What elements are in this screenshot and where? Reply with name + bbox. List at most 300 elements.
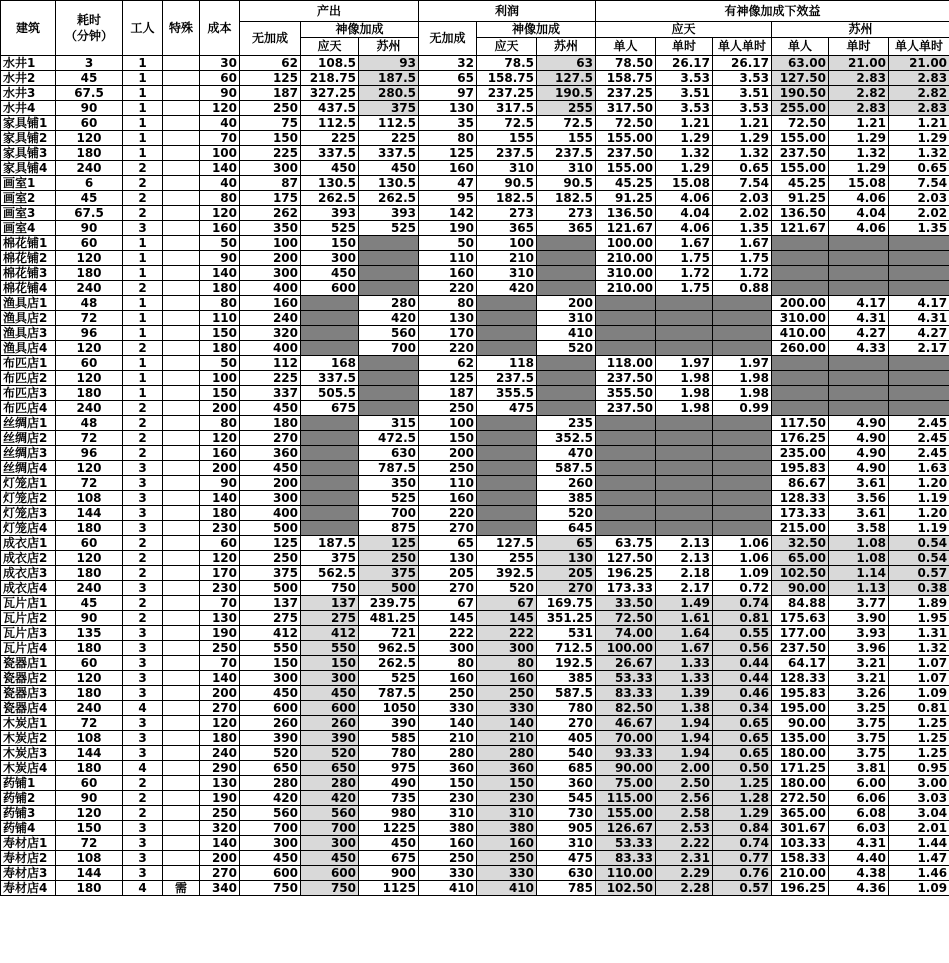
cell-building: 灯笼店4 xyxy=(1,521,56,536)
cell-output-yingtian: 260 xyxy=(301,716,359,731)
cell-output-no-bonus: 600 xyxy=(240,701,301,716)
cell-output-yingtian: 650 xyxy=(301,761,359,776)
cell-yt-per-person: 83.33 xyxy=(596,851,656,866)
cell-sz-per-person: 90.00 xyxy=(772,716,829,731)
cell-time: 120 xyxy=(56,371,123,386)
cell-yt-per-hour: 2.50 xyxy=(656,776,713,791)
cell-output-suzhou: 239.75 xyxy=(359,596,419,611)
cell-sz-per-person: 177.00 xyxy=(772,626,829,641)
cell-cost: 40 xyxy=(200,176,240,191)
cell-building: 渔具店2 xyxy=(1,311,56,326)
cell-special xyxy=(163,101,200,116)
cell-cost: 50 xyxy=(200,356,240,371)
cell-sz-per-person: 45.25 xyxy=(772,176,829,191)
cell-building: 画室3 xyxy=(1,206,56,221)
cell-output-no-bonus: 250 xyxy=(240,101,301,116)
cell-sz-per-person-hour: 0.57 xyxy=(889,566,949,581)
cell-yt-per-person-hour: 1.06 xyxy=(713,551,772,566)
cell-cost: 180 xyxy=(200,341,240,356)
cell-special xyxy=(163,86,200,101)
cell-yt-per-person-hour: 0.99 xyxy=(713,401,772,416)
cell-sz-per-person xyxy=(772,281,829,296)
cell-yt-per-person: 355.50 xyxy=(596,386,656,401)
cell-special xyxy=(163,431,200,446)
cell-yt-per-hour: 1.98 xyxy=(656,401,713,416)
cell-workers: 2 xyxy=(123,536,163,551)
cell-sz-per-hour: 3.96 xyxy=(829,641,889,656)
cell-profit-suzhou: 255 xyxy=(537,101,596,116)
cell-sz-per-hour: 4.17 xyxy=(829,296,889,311)
cell-sz-per-hour: 3.75 xyxy=(829,716,889,731)
cell-building: 布匹店2 xyxy=(1,371,56,386)
header-output: 产出 xyxy=(240,1,419,22)
cell-time: 60 xyxy=(56,536,123,551)
cell-yt-per-hour: 2.17 xyxy=(656,581,713,596)
cell-building: 家具铺2 xyxy=(1,131,56,146)
cell-yt-per-person: 46.67 xyxy=(596,716,656,731)
cell-time: 45 xyxy=(56,596,123,611)
cell-yt-per-hour: 1.94 xyxy=(656,716,713,731)
cell-output-suzhou: 450 xyxy=(359,836,419,851)
cell-sz-per-hour: 4.90 xyxy=(829,416,889,431)
cell-special xyxy=(163,371,200,386)
table-row xyxy=(1,611,949,626)
cell-time: 120 xyxy=(56,251,123,266)
cell-workers: 2 xyxy=(123,551,163,566)
cell-sz-per-hour xyxy=(829,266,889,281)
cell-cost: 70 xyxy=(200,656,240,671)
cell-building: 丝绸店1 xyxy=(1,416,56,431)
cell-output-no-bonus: 187 xyxy=(240,86,301,101)
cell-time: 180 xyxy=(56,521,123,536)
cell-output-no-bonus: 300 xyxy=(240,671,301,686)
cell-sz-per-hour: 6.03 xyxy=(829,821,889,836)
cell-output-suzhou xyxy=(359,266,419,281)
cell-output-no-bonus: 360 xyxy=(240,446,301,461)
cell-workers: 2 xyxy=(123,566,163,581)
cell-cost: 120 xyxy=(200,101,240,116)
cell-output-yingtian: 218.75 xyxy=(301,71,359,86)
cell-profit-suzhou: 310 xyxy=(537,161,596,176)
cell-time: 120 xyxy=(56,131,123,146)
cell-building: 灯笼店3 xyxy=(1,506,56,521)
header-sz-per-person-hour: 单人单时 xyxy=(889,38,949,56)
cell-cost: 250 xyxy=(200,641,240,656)
cell-special xyxy=(163,551,200,566)
cell-output-no-bonus: 280 xyxy=(240,776,301,791)
cell-building: 成衣店4 xyxy=(1,581,56,596)
cell-yt-per-person xyxy=(596,326,656,341)
cell-output-no-bonus: 75 xyxy=(240,116,301,131)
cell-special xyxy=(163,281,200,296)
cell-sz-per-person: 127.50 xyxy=(772,71,829,86)
table-row xyxy=(1,161,949,176)
cell-yt-per-person-hour: 0.65 xyxy=(713,716,772,731)
cell-output-suzhou: 225 xyxy=(359,131,419,146)
cell-profit-no-bonus: 250 xyxy=(419,461,477,476)
cell-sz-per-hour: 4.31 xyxy=(829,836,889,851)
cell-profit-suzhou: 310 xyxy=(537,311,596,326)
cell-sz-per-person-hour: 1.25 xyxy=(889,731,949,746)
cell-sz-per-person-hour: 0.38 xyxy=(889,581,949,596)
cell-profit-yingtian: 90.5 xyxy=(477,176,537,191)
cell-sz-per-person-hour: 2.45 xyxy=(889,446,949,461)
cell-yt-per-hour: 1.21 xyxy=(656,116,713,131)
cell-cost: 140 xyxy=(200,266,240,281)
cell-building: 渔具店3 xyxy=(1,326,56,341)
cell-sz-per-person-hour: 1.07 xyxy=(889,656,949,671)
cell-yt-per-person: 237.50 xyxy=(596,401,656,416)
cell-workers: 2 xyxy=(123,281,163,296)
cell-workers: 3 xyxy=(123,746,163,761)
cell-output-no-bonus: 125 xyxy=(240,71,301,86)
cell-sz-per-person xyxy=(772,401,829,416)
cell-profit-suzhou: 310 xyxy=(537,836,596,851)
cell-yt-per-person: 63.75 xyxy=(596,536,656,551)
cell-sz-per-person-hour: 1.21 xyxy=(889,116,949,131)
cell-time: 60 xyxy=(56,776,123,791)
cell-workers: 3 xyxy=(123,656,163,671)
cell-yt-per-person xyxy=(596,311,656,326)
header-benefit-suzhou: 苏州 xyxy=(772,22,949,38)
cell-sz-per-person-hour: 1.07 xyxy=(889,671,949,686)
cell-sz-per-person-hour: 1.32 xyxy=(889,146,949,161)
cell-profit-no-bonus: 210 xyxy=(419,731,477,746)
cell-profit-no-bonus: 330 xyxy=(419,866,477,881)
cell-output-no-bonus: 375 xyxy=(240,566,301,581)
cell-sz-per-hour: 2.83 xyxy=(829,71,889,86)
cell-profit-suzhou: 520 xyxy=(537,506,596,521)
cell-cost: 40 xyxy=(200,116,240,131)
table-row xyxy=(1,731,949,746)
cell-yt-per-person-hour: 1.75 xyxy=(713,251,772,266)
cell-workers: 2 xyxy=(123,431,163,446)
table-row xyxy=(1,101,949,116)
cell-cost: 100 xyxy=(200,146,240,161)
cell-sz-per-person: 410.00 xyxy=(772,326,829,341)
cell-workers: 4 xyxy=(123,701,163,716)
cell-special xyxy=(163,716,200,731)
cell-time: 180 xyxy=(56,266,123,281)
cell-special xyxy=(163,206,200,221)
cell-profit-suzhou: 155 xyxy=(537,131,596,146)
cell-yt-per-person-hour: 1.29 xyxy=(713,806,772,821)
cell-sz-per-hour: 4.06 xyxy=(829,221,889,236)
cell-sz-per-person-hour xyxy=(889,281,949,296)
cell-building: 灯笼店2 xyxy=(1,491,56,506)
cell-profit-suzhou: 72.5 xyxy=(537,116,596,131)
cell-profit-yingtian xyxy=(477,446,537,461)
cell-special xyxy=(163,611,200,626)
cell-yt-per-hour: 2.13 xyxy=(656,551,713,566)
cell-output-suzhou: 350 xyxy=(359,476,419,491)
cell-yt-per-hour: 1.94 xyxy=(656,746,713,761)
cell-profit-yingtian: 230 xyxy=(477,791,537,806)
header-sz-per-hour: 单时 xyxy=(829,38,889,56)
table-row xyxy=(1,851,949,866)
cell-profit-suzhou xyxy=(537,266,596,281)
cell-building: 瓷器店2 xyxy=(1,671,56,686)
cell-output-suzhou: 675 xyxy=(359,851,419,866)
cell-time: 45 xyxy=(56,71,123,86)
cell-building: 药铺4 xyxy=(1,821,56,836)
cell-special xyxy=(163,791,200,806)
cell-profit-yingtian: 158.75 xyxy=(477,71,537,86)
cell-profit-no-bonus: 80 xyxy=(419,656,477,671)
cell-output-no-bonus: 262 xyxy=(240,206,301,221)
cell-output-yingtian: 675 xyxy=(301,401,359,416)
cell-output-no-bonus: 225 xyxy=(240,146,301,161)
cell-yt-per-person xyxy=(596,461,656,476)
cell-yt-per-hour: 2.31 xyxy=(656,851,713,866)
cell-profit-suzhou: 127.5 xyxy=(537,71,596,86)
cell-cost: 180 xyxy=(200,281,240,296)
cell-profit-suzhou: 200 xyxy=(537,296,596,311)
cell-sz-per-hour: 3.61 xyxy=(829,506,889,521)
cell-output-no-bonus: 420 xyxy=(240,791,301,806)
cell-sz-per-person: 180.00 xyxy=(772,776,829,791)
cell-yt-per-person-hour: 0.65 xyxy=(713,161,772,176)
cell-sz-per-person: 180.00 xyxy=(772,746,829,761)
cell-profit-yingtian: 392.5 xyxy=(477,566,537,581)
table-row xyxy=(1,341,949,356)
table-body xyxy=(1,56,949,896)
cell-sz-per-person: 155.00 xyxy=(772,131,829,146)
cell-sz-per-hour: 3.26 xyxy=(829,686,889,701)
cell-sz-per-hour: 2.83 xyxy=(829,101,889,116)
cell-output-no-bonus: 390 xyxy=(240,731,301,746)
table-row xyxy=(1,176,949,191)
cell-profit-no-bonus: 220 xyxy=(419,506,477,521)
cell-workers: 1 xyxy=(123,356,163,371)
cell-cost: 150 xyxy=(200,386,240,401)
cell-output-yingtian: 280 xyxy=(301,776,359,791)
cell-sz-per-hour: 4.27 xyxy=(829,326,889,341)
cell-yt-per-person-hour: 3.53 xyxy=(713,71,772,86)
cell-profit-yingtian: 127.5 xyxy=(477,536,537,551)
cell-cost: 230 xyxy=(200,521,240,536)
cell-special xyxy=(163,746,200,761)
cell-profit-yingtian: 317.5 xyxy=(477,101,537,116)
header-workers: 工人 xyxy=(123,1,163,56)
cell-yt-per-person-hour: 1.29 xyxy=(713,131,772,146)
cell-yt-per-hour xyxy=(656,326,713,341)
cell-time: 60 xyxy=(56,356,123,371)
cell-profit-yingtian: 222 xyxy=(477,626,537,641)
cell-cost: 200 xyxy=(200,851,240,866)
cell-cost: 90 xyxy=(200,476,240,491)
cell-sz-per-hour: 3.21 xyxy=(829,671,889,686)
cell-workers: 1 xyxy=(123,146,163,161)
table-row xyxy=(1,206,949,221)
cell-output-suzhou xyxy=(359,281,419,296)
cell-output-suzhou: 787.5 xyxy=(359,686,419,701)
cell-yt-per-person xyxy=(596,296,656,311)
cell-sz-per-person: 102.50 xyxy=(772,566,829,581)
cell-yt-per-person-hour: 1.21 xyxy=(713,116,772,131)
cell-sz-per-person-hour: 1.19 xyxy=(889,491,949,506)
cell-profit-no-bonus: 360 xyxy=(419,761,477,776)
cell-time: 72 xyxy=(56,431,123,446)
cell-yt-per-person: 155.00 xyxy=(596,806,656,821)
cell-time: 144 xyxy=(56,746,123,761)
cell-profit-yingtian: 80 xyxy=(477,656,537,671)
cell-sz-per-person-hour: 3.00 xyxy=(889,776,949,791)
cell-profit-suzhou xyxy=(537,386,596,401)
cell-output-yingtian xyxy=(301,326,359,341)
cell-yt-per-hour: 1.75 xyxy=(656,281,713,296)
cell-output-yingtian xyxy=(301,506,359,521)
cell-yt-per-person: 70.00 xyxy=(596,731,656,746)
cell-yt-per-hour: 4.06 xyxy=(656,221,713,236)
cell-sz-per-hour: 6.06 xyxy=(829,791,889,806)
cell-yt-per-hour: 1.64 xyxy=(656,626,713,641)
cell-special xyxy=(163,401,200,416)
cell-profit-yingtian: 250 xyxy=(477,851,537,866)
cell-profit-yingtian: 255 xyxy=(477,551,537,566)
cell-output-suzhou: 390 xyxy=(359,716,419,731)
cell-workers: 1 xyxy=(123,131,163,146)
cell-yt-per-person: 78.50 xyxy=(596,56,656,71)
cell-profit-no-bonus: 32 xyxy=(419,56,477,71)
table-row xyxy=(1,86,949,101)
cell-sz-per-person-hour: 1.63 xyxy=(889,461,949,476)
cell-time: 48 xyxy=(56,296,123,311)
cell-sz-per-person xyxy=(772,236,829,251)
cell-sz-per-person-hour: 0.95 xyxy=(889,761,949,776)
cell-workers: 3 xyxy=(123,521,163,536)
cell-yt-per-hour: 2.56 xyxy=(656,791,713,806)
cell-special xyxy=(163,416,200,431)
cell-cost: 60 xyxy=(200,536,240,551)
cell-time: 120 xyxy=(56,806,123,821)
cell-special xyxy=(163,251,200,266)
cell-output-suzhou: 875 xyxy=(359,521,419,536)
cell-yt-per-person-hour: 2.02 xyxy=(713,206,772,221)
cell-profit-yingtian: 182.5 xyxy=(477,191,537,206)
cell-profit-no-bonus: 270 xyxy=(419,521,477,536)
cell-output-no-bonus: 400 xyxy=(240,281,301,296)
cell-profit-suzhou: 192.5 xyxy=(537,656,596,671)
cell-time: 72 xyxy=(56,716,123,731)
cell-cost: 130 xyxy=(200,776,240,791)
cell-sz-per-hour: 1.08 xyxy=(829,551,889,566)
cell-yt-per-hour: 1.33 xyxy=(656,656,713,671)
cell-sz-per-person-hour: 0.54 xyxy=(889,551,949,566)
cell-special xyxy=(163,356,200,371)
cell-cost: 290 xyxy=(200,761,240,776)
cell-sz-per-person-hour xyxy=(889,371,949,386)
cell-sz-per-person: 91.25 xyxy=(772,191,829,206)
cell-profit-no-bonus: 80 xyxy=(419,131,477,146)
cell-yt-per-person-hour: 3.53 xyxy=(713,101,772,116)
cell-output-yingtian: 412 xyxy=(301,626,359,641)
cell-output-yingtian: 168 xyxy=(301,356,359,371)
cell-profit-suzhou: 712.5 xyxy=(537,641,596,656)
cell-workers: 2 xyxy=(123,341,163,356)
cell-profit-suzhou xyxy=(537,236,596,251)
cell-cost: 140 xyxy=(200,161,240,176)
cell-sz-per-person: 235.00 xyxy=(772,446,829,461)
cell-yt-per-person: 210.00 xyxy=(596,281,656,296)
cell-output-yingtian: 393 xyxy=(301,206,359,221)
cell-sz-per-hour: 4.31 xyxy=(829,311,889,326)
cell-sz-per-person-hour: 1.44 xyxy=(889,836,949,851)
cell-yt-per-person: 91.25 xyxy=(596,191,656,206)
cell-time: 240 xyxy=(56,701,123,716)
cell-building: 瓦片店2 xyxy=(1,611,56,626)
cell-output-yingtian: 505.5 xyxy=(301,386,359,401)
cell-output-suzhou: 560 xyxy=(359,326,419,341)
cell-output-suzhou: 337.5 xyxy=(359,146,419,161)
cell-sz-per-hour: 4.06 xyxy=(829,191,889,206)
cell-yt-per-person: 72.50 xyxy=(596,116,656,131)
cell-building: 灯笼店1 xyxy=(1,476,56,491)
cell-workers: 3 xyxy=(123,731,163,746)
cell-time: 72 xyxy=(56,476,123,491)
cell-special xyxy=(163,821,200,836)
cell-yt-per-hour xyxy=(656,521,713,536)
cell-profit-yingtian: 310 xyxy=(477,266,537,281)
cell-sz-per-person-hour: 1.47 xyxy=(889,851,949,866)
cell-profit-no-bonus: 80 xyxy=(419,296,477,311)
table-row xyxy=(1,836,949,851)
cell-sz-per-person: 63.00 xyxy=(772,56,829,71)
cell-sz-per-hour: 3.93 xyxy=(829,626,889,641)
cell-sz-per-person-hour: 3.04 xyxy=(889,806,949,821)
cell-yt-per-person-hour: 0.44 xyxy=(713,671,772,686)
table-row xyxy=(1,596,949,611)
cell-cost: 200 xyxy=(200,401,240,416)
cell-yt-per-person: 126.67 xyxy=(596,821,656,836)
cell-yt-per-person: 74.00 xyxy=(596,626,656,641)
cell-time: 90 xyxy=(56,611,123,626)
cell-output-no-bonus: 200 xyxy=(240,476,301,491)
cell-yt-per-hour: 2.18 xyxy=(656,566,713,581)
cell-profit-yingtian: 67 xyxy=(477,596,537,611)
cell-output-no-bonus: 300 xyxy=(240,266,301,281)
cell-yt-per-person-hour: 1.35 xyxy=(713,221,772,236)
cell-output-suzhou: 525 xyxy=(359,491,419,506)
cell-profit-suzhou xyxy=(537,251,596,266)
header-profit-yingtian: 应天 xyxy=(477,38,537,56)
cell-output-suzhou: 393 xyxy=(359,206,419,221)
cell-sz-per-person-hour: 2.45 xyxy=(889,431,949,446)
cell-profit-yingtian: 150 xyxy=(477,776,537,791)
cell-yt-per-person: 75.00 xyxy=(596,776,656,791)
cell-workers: 4 xyxy=(123,761,163,776)
cell-sz-per-hour: 1.32 xyxy=(829,146,889,161)
cell-time: 108 xyxy=(56,731,123,746)
cell-output-suzhou: 93 xyxy=(359,56,419,71)
cell-profit-no-bonus: 130 xyxy=(419,311,477,326)
cell-profit-yingtian: 210 xyxy=(477,251,537,266)
cell-output-no-bonus: 300 xyxy=(240,491,301,506)
cell-profit-suzhou xyxy=(537,371,596,386)
cell-special xyxy=(163,836,200,851)
cell-building: 棉花铺2 xyxy=(1,251,56,266)
cell-output-yingtian: 375 xyxy=(301,551,359,566)
header-yt-per-person: 单人 xyxy=(596,38,656,56)
cell-special xyxy=(163,161,200,176)
cell-output-suzhou: 130.5 xyxy=(359,176,419,191)
table-row xyxy=(1,506,949,521)
cell-yt-per-hour: 4.06 xyxy=(656,191,713,206)
cell-yt-per-person: 100.00 xyxy=(596,641,656,656)
cell-profit-yingtian: 420 xyxy=(477,281,537,296)
cell-yt-per-person: 173.33 xyxy=(596,581,656,596)
cell-yt-per-hour: 1.38 xyxy=(656,701,713,716)
